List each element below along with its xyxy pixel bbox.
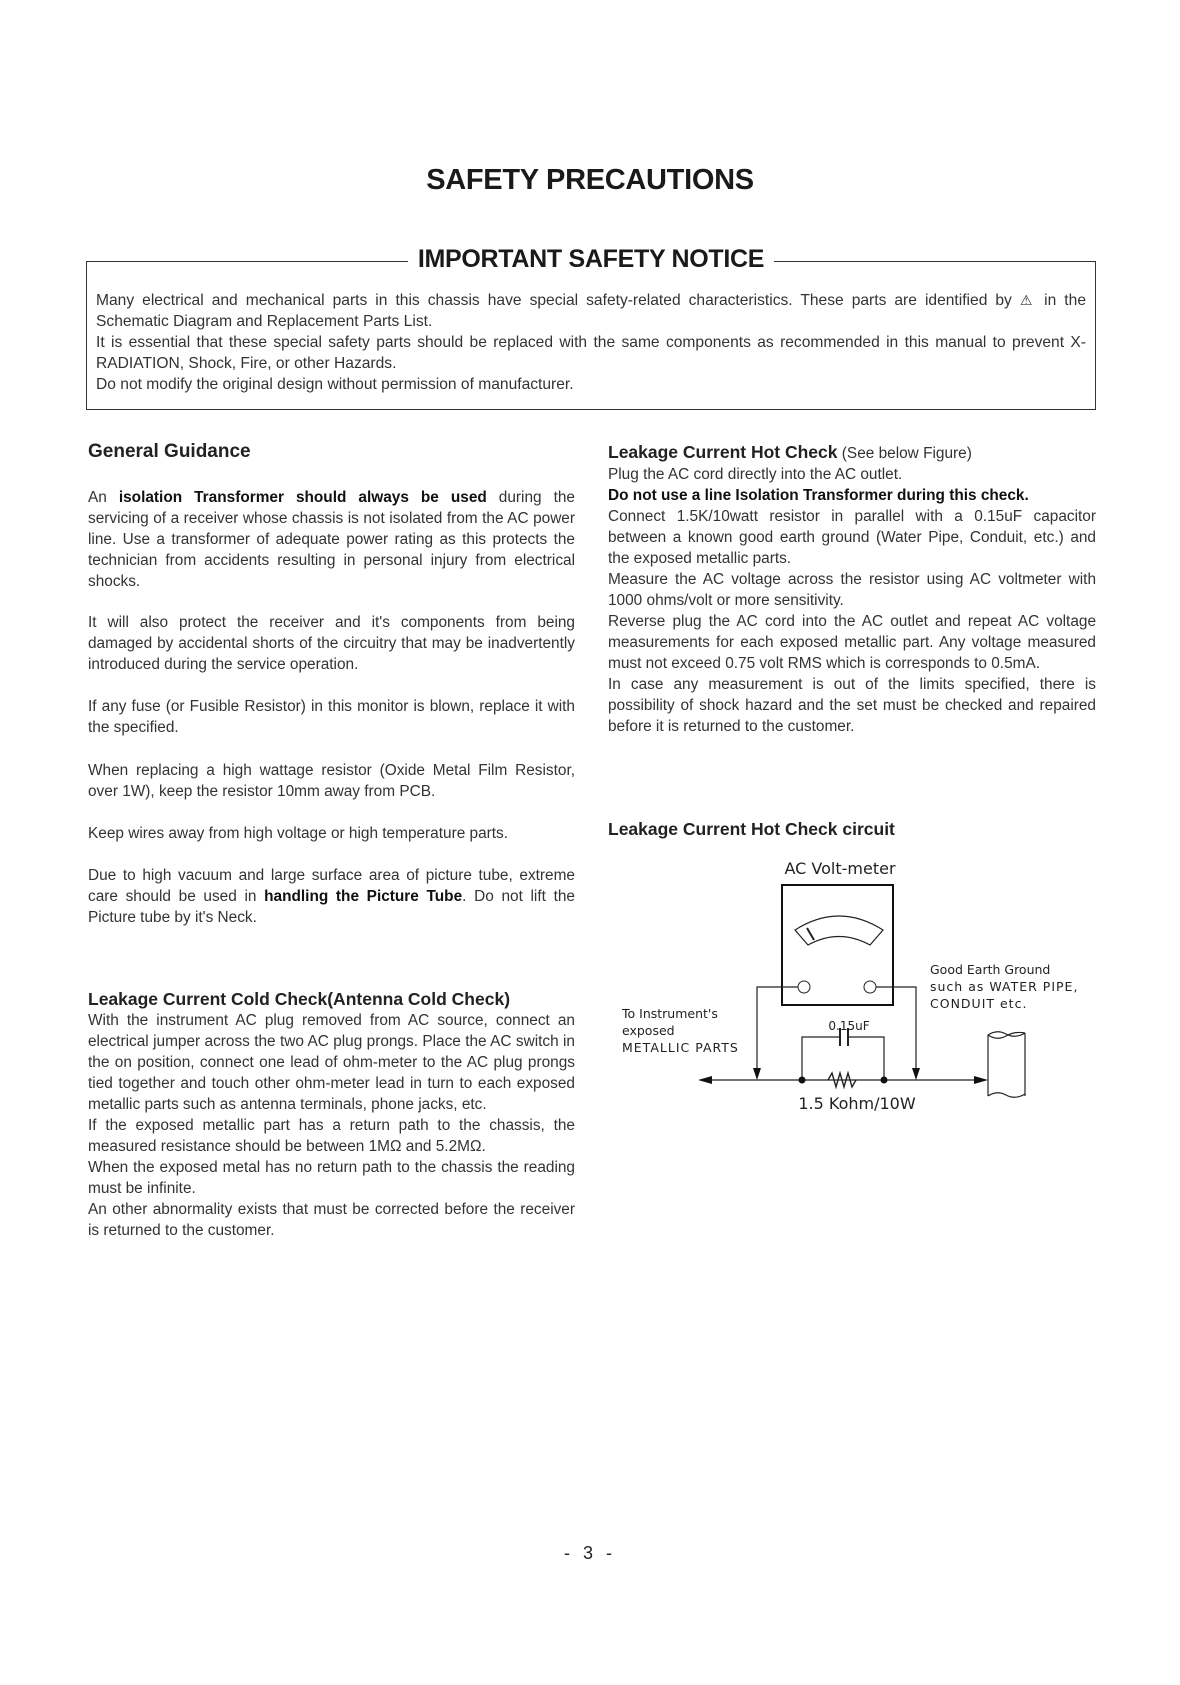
capacitor-label: 0.15uF <box>828 1019 870 1033</box>
hot-check-heading: Leakage Current Hot Check <box>608 442 838 462</box>
junction-dot <box>881 1077 888 1084</box>
metallic-parts-label: To Instrument's <box>622 1006 718 1021</box>
cold-check-paragraph: If the exposed metallic part has a return path to the chassis, the measured resistance should be between 1MΩ and 5.2MΩ. <box>88 1117 575 1155</box>
earth-ground-label: Good Earth Ground <box>930 962 1051 977</box>
notice-paragraph: Many electrical and mechanical parts in this chassis have special safety-related characteristics. These parts are identified by ⚠ in the Schematic Diagram and Replacement Parts List. <box>96 292 1086 330</box>
warning-triangle-icon: ⚠ <box>1019 292 1037 308</box>
hot-check-paragraph: Reverse plug the AC cord into the AC outlet and repeat AC voltage measurements for each exposed metallic part. Any voltage measured must not exceed 0.75 volt RMS which is corresponds to 0.5mA. <box>608 613 1096 672</box>
earth-ground-label: such as WATER PIPE, <box>930 979 1079 994</box>
page-number: - 3 - <box>563 1543 616 1563</box>
guidance-paragraph: If any fuse (or Fusible Resistor) in this monitor is blown, replace it with the specified. <box>88 698 575 736</box>
metallic-parts-label: exposed <box>622 1023 675 1038</box>
hot-check-paragraph: Do not use a line Isolation Transformer during this check. <box>608 487 1029 504</box>
hot-check-note: (See below Figure) <box>841 445 972 462</box>
metallic-parts-label: METALLIC PARTS <box>622 1040 739 1055</box>
arrow-left <box>698 1076 712 1084</box>
general-guidance-section <box>88 441 575 462</box>
page-title: SAFETY PRECAUTIONS <box>426 164 754 196</box>
arrow-down-right <box>912 1068 920 1080</box>
notice-title: IMPORTANT SAFETY NOTICE <box>408 245 774 273</box>
hot-check-circuit-diagram <box>600 840 1100 1120</box>
hot-check-paragraph: Connect 1.5K/10watt resistor in parallel with a 0.15uF capacitor between a known good earth ground (Water Pipe, Conduit, etc.) and the exposed metallic parts. <box>608 508 1096 567</box>
arrow-right <box>974 1076 988 1084</box>
notice-paragraph: Do not modify the original design without permission of manufacturer. <box>96 376 574 393</box>
cold-check-section <box>88 989 575 1241</box>
water-pipe-icon <box>988 1032 1025 1098</box>
cold-check-heading: Leakage Current Cold Check(Antenna Cold Check) <box>88 989 511 1009</box>
hot-check-section <box>608 442 1096 737</box>
hot-check-paragraph: In case any measurement is out of the limits specified, there is possibility of shock hazard and the set must be checked and repaired before it is returned to the customer. <box>608 676 1096 735</box>
guidance-paragraph: An isolation Transformer should always be used during the servicing of a receiver whose chassis is not isolated from the AC power line. Use a transformer of adequate power rating as this protects the technician from accidents resulting in personal injury from electrical shocks. <box>88 489 575 590</box>
guidance-paragraph: Keep wires away from high voltage or high temperature parts. <box>88 825 509 842</box>
important-safety-notice-box <box>86 245 1096 410</box>
terminal-right <box>864 981 876 993</box>
hot-check-paragraph: Measure the AC voltage across the resistor using AC voltmeter with 1000 ohms/volt or more sensitivity. <box>608 571 1096 609</box>
terminal-left <box>798 981 810 993</box>
cold-check-paragraph: With the instrument AC plug removed from AC source, connect an electrical jumper across the two AC plug prongs. Place the AC switch in the on position, connect one lead of ohm-meter to the AC plug prongs tied together and touch other ohm-meter lead in turn to each exposed metallic parts such as antenna terminals, phone jacks, etc. <box>88 1012 575 1113</box>
hot-check-paragraph: Plug the AC cord directly into the AC outlet. <box>608 466 903 483</box>
cold-check-paragraph: When the exposed metal has no return path to the chassis the reading must be infinite. <box>88 1159 575 1197</box>
resistor-label: 1.5 Kohm/10W <box>798 1094 916 1113</box>
guidance-paragraph: It will also protect the receiver and it's components from being damaged by accidental shorts of the circuitry that may be inadvertently introduced during the service operation. <box>88 614 575 673</box>
guidance-paragraph: Due to high vacuum and large surface area of picture tube, extreme care should be used in handling the Picture Tube. Do not lift the Picture tube by it's Neck. <box>88 867 575 926</box>
meter-label: AC Volt-meter <box>784 859 896 878</box>
circuit-heading: Leakage Current Hot Check circuit <box>608 819 895 839</box>
meter-dial-icon <box>795 916 883 945</box>
notice-paragraph: It is essential that these special safety parts should be replaced with the same components as recommended in this manual to prevent X-RADIATION, Shock, Fire, or other Hazards. <box>96 334 1086 372</box>
arrow-down-left <box>753 1068 761 1080</box>
earth-ground-label: CONDUIT etc. <box>930 996 1028 1011</box>
guidance-paragraph: When replacing a high wattage resistor (Oxide Metal Film Resistor, over 1W), keep the resistor 10mm away from PCB. <box>88 762 575 800</box>
general-guidance-heading: General Guidance <box>88 441 251 462</box>
junction-dot <box>799 1077 806 1084</box>
cold-check-paragraph: An other abnormality exists that must be corrected before the receiver is returned to the customer. <box>88 1201 575 1239</box>
